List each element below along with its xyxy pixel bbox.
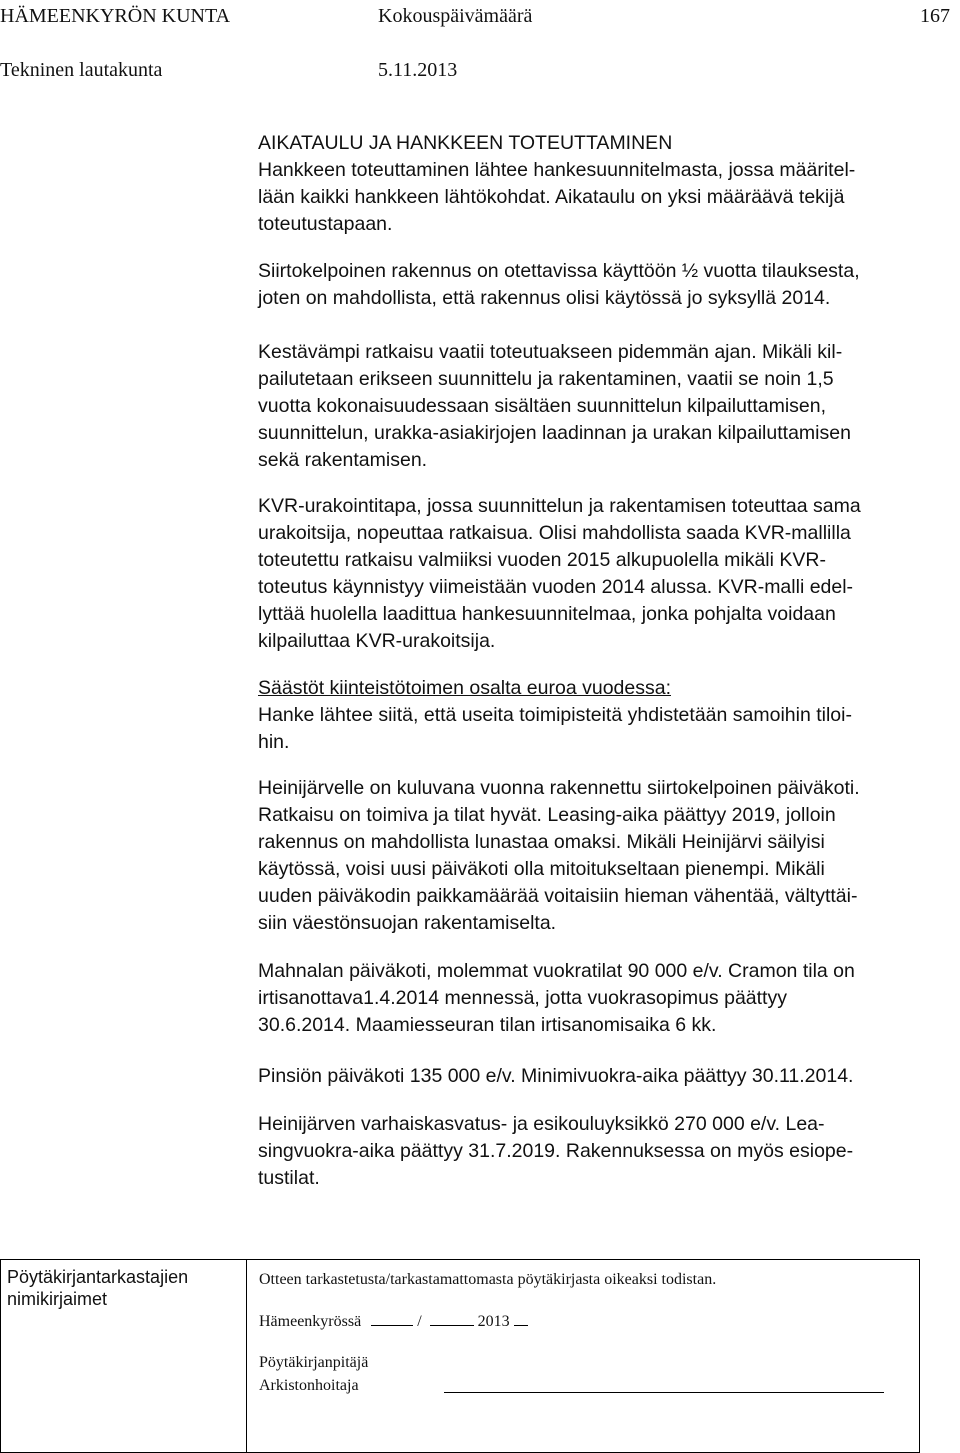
paragraph-kvr: [258, 493, 958, 655]
place-date-line: [259, 1311, 528, 1332]
text-line: toteutus käynnistyy viimeistään vuoden 2014 alussa. KVR-malli edel-: [258, 576, 854, 598]
department-name: Tekninen lautakunta: [0, 59, 163, 81]
paragraph-relocatable: [258, 258, 958, 312]
text-line: Siirtokelpoinen rakennus on otettavissa käyttöön ½ vuotta tilauksesta,: [258, 260, 860, 282]
text-line: toteutustapaan.: [258, 213, 393, 235]
place-name: Hämeenkyrössä: [259, 1313, 362, 1330]
text-line: vuotta kokonaisuudessaan sisältäen suunnittelun kilpailuttamisen,: [258, 395, 827, 417]
year: 2013: [477, 1313, 510, 1330]
text-line: Pinsiön päiväkoti 135 000 e/v. Minimivuokra-aika päättyy 30.11.2014.: [258, 1065, 854, 1087]
text-line: singvuokra-aika päättyy 31.7.2019. Rakennuksessa on myös esiope-: [258, 1140, 854, 1162]
paragraph-heinijarvi-unit: [258, 1111, 958, 1192]
meeting-date-label: Kokouspäivämäärä: [378, 5, 533, 27]
text-line: Heinijärven varhaiskasvatus- ja esikouluyksikkö 270 000 e/v. Lea-: [258, 1113, 825, 1135]
savings-heading: Säästöt kiinteistötoimen osalta euroa vuodessa:: [258, 677, 671, 699]
paragraph-permanent-solution: [258, 339, 958, 474]
paragraph-schedule: [258, 130, 958, 238]
text-line: uuden päiväkodin paikkamäärää voitaisiin hieman vähentää, vältyttäi-: [258, 885, 858, 907]
paragraph-mahnala: [258, 958, 958, 1039]
text-line: joten on mahdollista, että rakennus olisi käytössä jo syksyllä 2014.: [258, 287, 831, 309]
text-line: kilpailuttaa KVR-urakoitsija.: [258, 630, 496, 652]
text-line: suunnittelun, urakka-asiakirjojen laadinnan ja urakan kilpailuttamisen: [258, 422, 851, 444]
year-blank: [514, 1311, 528, 1326]
text-line: pailutetaan erikseen suunnittelu ja rakentaminen, vaatii se noin 1,5: [258, 368, 834, 390]
text-line: irtisanottava1.4.2014 mennessä, jotta vuokrasopimus päättyy: [258, 987, 787, 1009]
date-separator: /: [417, 1313, 422, 1330]
certification-text: Otteen tarkastetusta/tarkastamattomasta pöytäkirjasta oikeaksi todistan.: [259, 1271, 717, 1288]
signature-line: [444, 1392, 884, 1393]
paragraph-heinijarvi: [258, 775, 958, 937]
section-heading: AIKATAULU JA HANKKEEN TOTEUTTAMINEN: [258, 132, 673, 154]
text-line: toteutettu ratkaisu valmiiksi vuoden 2015 alkupuolella mikäli KVR-: [258, 549, 826, 571]
text-line: Heinijärvelle on kuluvana vuonna rakennettu siirtokelpoinen päiväkoti.: [258, 777, 860, 799]
text-line: KVR-urakointitapa, jossa suunnittelun ja rakentamisen toteuttaa sama: [258, 495, 861, 517]
text-line: Ratkaisu on toimiva ja tilat hyvät. Leasing-aika päättyy 2019, jolloin: [258, 804, 836, 826]
organization-name: HÄMEENKYRÖN KUNTA: [0, 5, 231, 27]
month-blank: [430, 1311, 474, 1326]
text-line: 30.6.2014. Maamiesseuran tilan irtisanomisaika 6 kk.: [258, 1014, 717, 1036]
signature-footer: [0, 1259, 920, 1453]
text-line: siin väestönsuojan rakentamiselta.: [258, 912, 557, 934]
text-line: Hankkeen toteuttaminen lähtee hankesuunnitelmasta, jossa määritel-: [258, 159, 856, 181]
text-line: lään kaikki hankkeen lähtökohdat. Aikataulu on yksi määräävä tekijä: [258, 186, 845, 208]
text-line: rakennus on mahdollista lunastaa omaksi. Mikäli Heinijärvi säilyisi: [258, 831, 825, 853]
text-line: lyttää huolella laadittua hankesuunnitelmaa, jonka pohjalta voidaan: [258, 603, 836, 625]
text-line: sekä rakentamisen.: [258, 449, 428, 471]
paragraph-pinsio: [258, 1063, 958, 1090]
initials-label: Pöytäkirjantarkastajien nimikirjaimet: [7, 1267, 189, 1309]
text-line: urakoitsija, nopeuttaa ratkaisua. Olisi mahdollista saada KVR-mallilla: [258, 522, 851, 544]
paragraph-savings: [258, 675, 958, 756]
text-line: Mahnalan päiväkoti, molemmat vuokratilat 90 000 e/v. Cramon tila on: [258, 960, 855, 982]
text-line: Hanke lähtee siitä, että useita toimipisteitä yhdistetään samoihin tiloi-: [258, 704, 852, 726]
text-line: käytössä, voisi uusi päiväkoti olla mitoitukseltaan pienempi. Mikäli: [258, 858, 825, 880]
initials-cell: [1, 1260, 247, 1452]
archivist-label: Arkistonhoitaja: [259, 1377, 359, 1394]
meeting-date: 5.11.2013: [378, 59, 458, 81]
page-number: 167: [920, 5, 950, 27]
text-line: Kestävämpi ratkaisu vaatii toteutuakseen pidemmän ajan. Mikäli kil-: [258, 341, 843, 363]
text-line: hin.: [258, 731, 290, 753]
day-blank: [371, 1311, 413, 1326]
recorder-label: Pöytäkirjanpitäjä: [259, 1354, 369, 1371]
text-line: tustilat.: [258, 1167, 320, 1189]
